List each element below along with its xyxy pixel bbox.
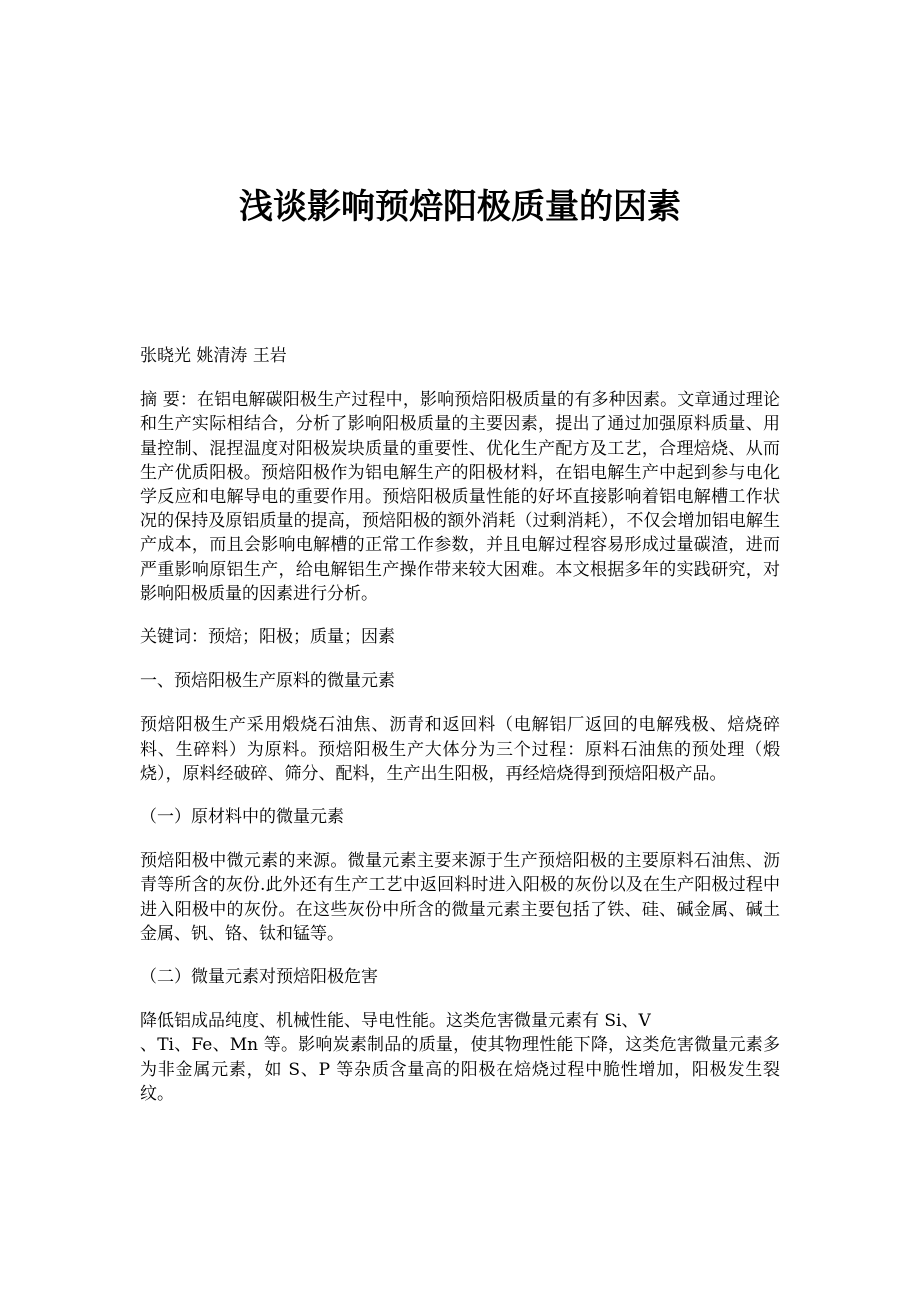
abstract-paragraph: 摘 要：在铝电解碳阳极生产过程中，影响预焙阳极质量的有多种因素。文章通过理论和生产实际相结合，分析了影响阳极质量的主要因素，提出了通过加强原料质量、用量控制、混捏温度对阳极炭块质量的重要性、优化生产配方及工艺，合理焙烧、从而生产优质阳极。预焙阳极作为铝电解生产的阳极材料，在铝电解生产中起到参与电化学反应和电解导电的重要作用。预焙阳极质量性能的好坏直接影响着铝电解槽工作状况的保持及原铝质量的提高，预焙阳极的额外消耗（过剩消耗），不仅会增加铝电解生产成本，而且会影响电解槽的正常工作参数，并且电解过程容易形成过量碳渣，进而严重影响原铝生产，给电解铝生产操作带来较大困难。本文根据多年的实践研究，对影响阳极质量的因素进行分析。 — [140, 390, 780, 604]
hazards-line-rest: 、Ti、Fe、Mn 等。影响炭素制品的质量，使其物理性能下降，这类危害微量元素多为非金属元素，如 S、P 等杂质含量高的阳极在焙烧过程中脆性增加，阳极发生裂纹。 — [140, 1035, 780, 1104]
document-body — [140, 344, 780, 1125]
authors-line: 张晓光 姚清涛 王岩 — [140, 346, 287, 366]
document-title: 浅谈影响预焙阳极质量的因素 — [239, 187, 681, 227]
subsection-body-trace-elements: 预焙阳极中微元素的来源。微量元素主要来源于生产预焙阳极的主要原料石油焦、沥青等所含的灰份.此外还有生产工艺中返回料时进入阳极的灰份以及在生产阳极过程中进入阳极中的灰份。在这些灰份中所含的微量元素主要包括了铁、硅、碱金属、碱土金属、钒、铬、钛和锰等。 — [140, 851, 780, 944]
subsection-heading-hazards: （二）微量元素对预焙阳极危害 — [140, 967, 378, 988]
hazards-line-1: 降低铝成品纯度、机械性能、导电性能。这类危害微量元素有 Si、V — [140, 1011, 651, 1032]
subsection-heading-trace-elements: （一）原材料中的微量元素 — [140, 807, 344, 828]
keywords-line: 关键词：预焙；阳极；质量；因素 — [140, 627, 395, 648]
section-body-raw-material: 预焙阳极生产采用煅烧石油焦、沥青和返回料（电解铝厂返回的电解残极、焙烧碎料、生碎料）为原料。预焙阳极生产大体分为三个过程：原料石油焦的预处理（煅烧），原料经破碎、筛分、配料，生产出生阳极，再经焙烧得到预焙阳极产品。 — [140, 715, 780, 784]
section-heading-raw-material: 一、预焙阳极生产原料的微量元素 — [140, 671, 395, 692]
subsection-body-hazards — [140, 1009, 780, 1106]
